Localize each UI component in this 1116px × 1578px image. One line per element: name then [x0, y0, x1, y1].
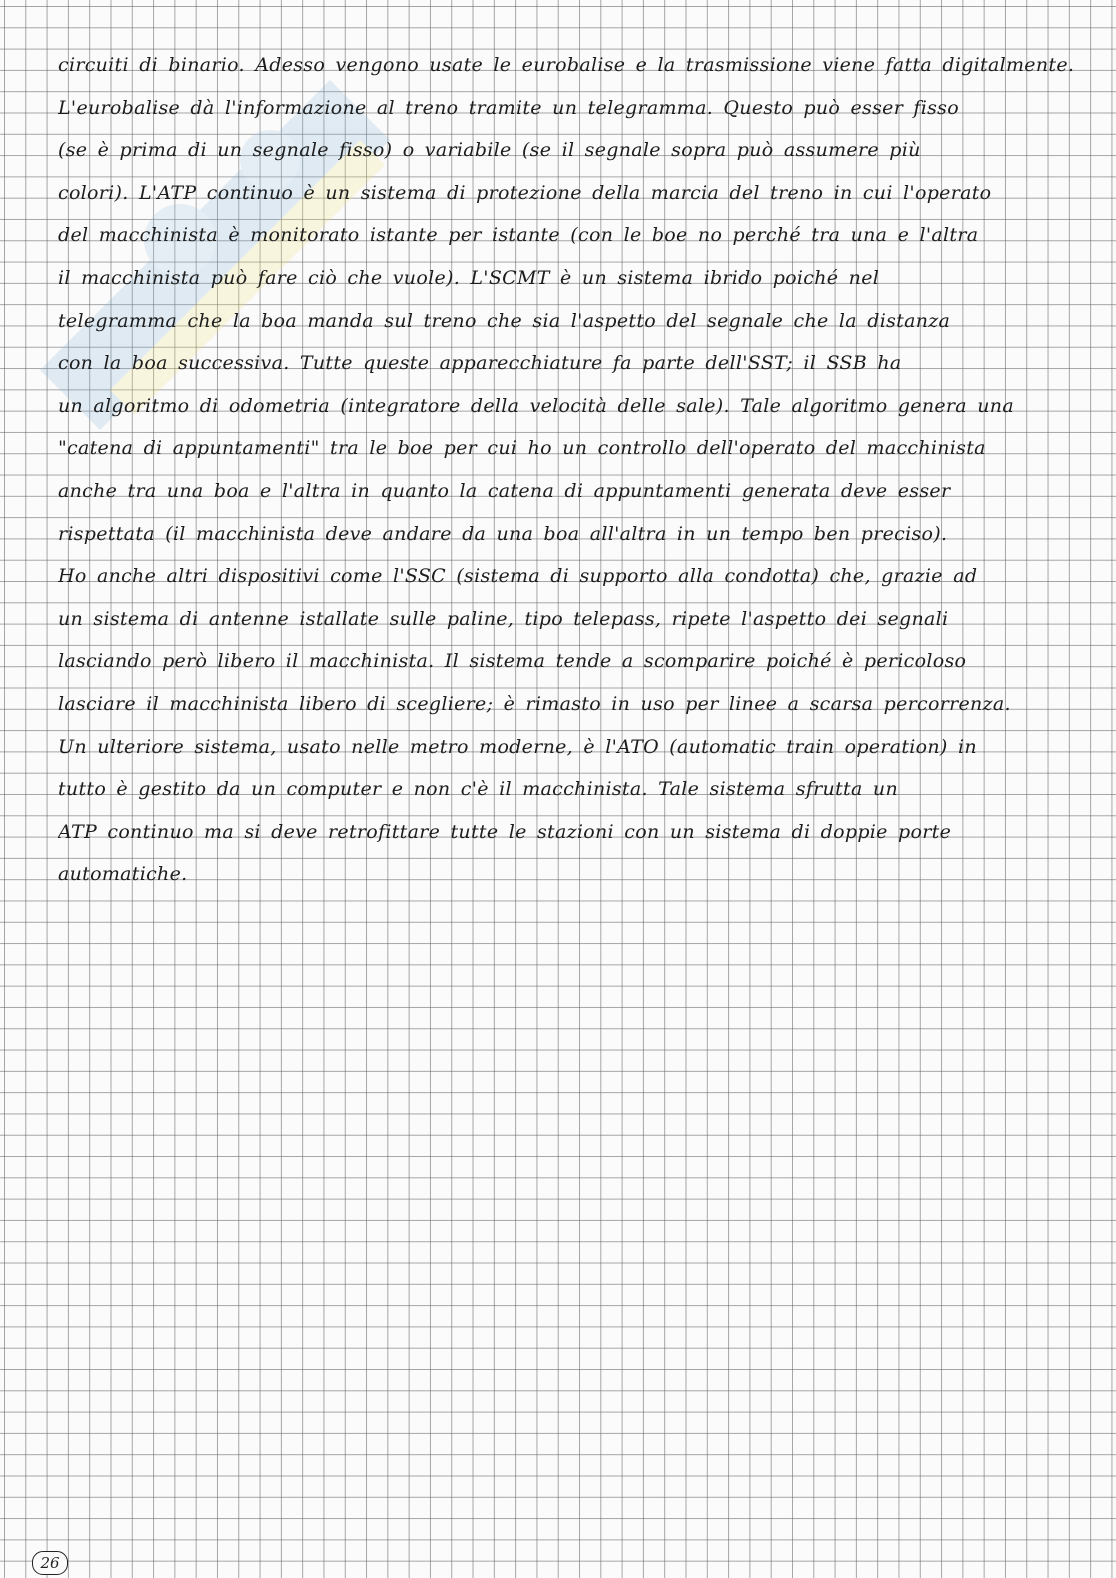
text-line: un sistema di antenne istallate sulle paline, tipo telepass, ripete l'aspetto dei segnali: [58, 607, 949, 630]
text-line: colori). L'ATP continuo è un sistema di protezione della marcia del treno in cui l'operato: [58, 181, 992, 204]
text-line: con la boa successiva. Tutte queste apparecchiature fa parte dell'SST; il SSB ha: [58, 352, 902, 375]
text-line: L'eurobalise dà l'informazione al treno tramite un telegramma. Questo può esser fisso: [58, 96, 959, 119]
text-line: rispettata (il macchinista deve andare da una boa all'altra in un tempo ben preciso).: [58, 522, 948, 545]
text-line: automatiche.: [58, 863, 188, 886]
text-line: tutto è gestito da un computer e non c'è il macchinista. Tale sistema sfrutta un: [58, 778, 898, 801]
text-line: anche tra una boa e l'altra in quanto la catena di appuntamenti generata deve esser: [58, 479, 951, 502]
text-line: (se è prima di un segnale fisso) o variabile (se il segnale sopra può assumere più: [58, 139, 921, 162]
text-line: un algoritmo di odometria (integratore della velocità delle sale). Tale algoritmo genera una: [58, 394, 1014, 417]
handwritten-notes: [58, 44, 1090, 896]
text-line: lasciando però libero il macchinista. Il sistema tende a scomparire poiché è pericoloso: [58, 650, 967, 673]
text-line: del macchinista è monitorato istante per istante (con le boe no perché tra una e l'altra: [58, 224, 979, 247]
text-line: circuiti di binario. Adesso vengono usate le eurobalise e la trasmissione viene fatta digitalmente.: [58, 54, 1075, 76]
text-line: ATP continuo ma si deve retrofittare tutte le stazioni con un sistema di doppie porte: [58, 820, 952, 843]
text-line: il macchinista può fare ciò che vuole). L'SCMT è un sistema ibrido poiché nel: [58, 266, 880, 289]
text-line: Un ulteriore sistema, usato nelle metro moderne, è l'ATO (automatic train operation) in: [58, 735, 977, 758]
text-line: telegramma che la boa manda sul treno che sia l'aspetto del segnale che la distanza: [58, 309, 951, 332]
text-line: "catena di appuntamenti" tra le boe per cui ho un controllo dell'operato del macchinista: [58, 437, 986, 460]
page-number: 26: [32, 1551, 68, 1575]
text-line: lasciare il macchinista libero di scegliere; è rimasto in uso per linee a scarsa percorrenza.: [58, 692, 1011, 715]
text-line: Ho anche altri dispositivi come l'SSC (sistema di supporto alla condotta) che, grazie ad: [58, 565, 978, 588]
